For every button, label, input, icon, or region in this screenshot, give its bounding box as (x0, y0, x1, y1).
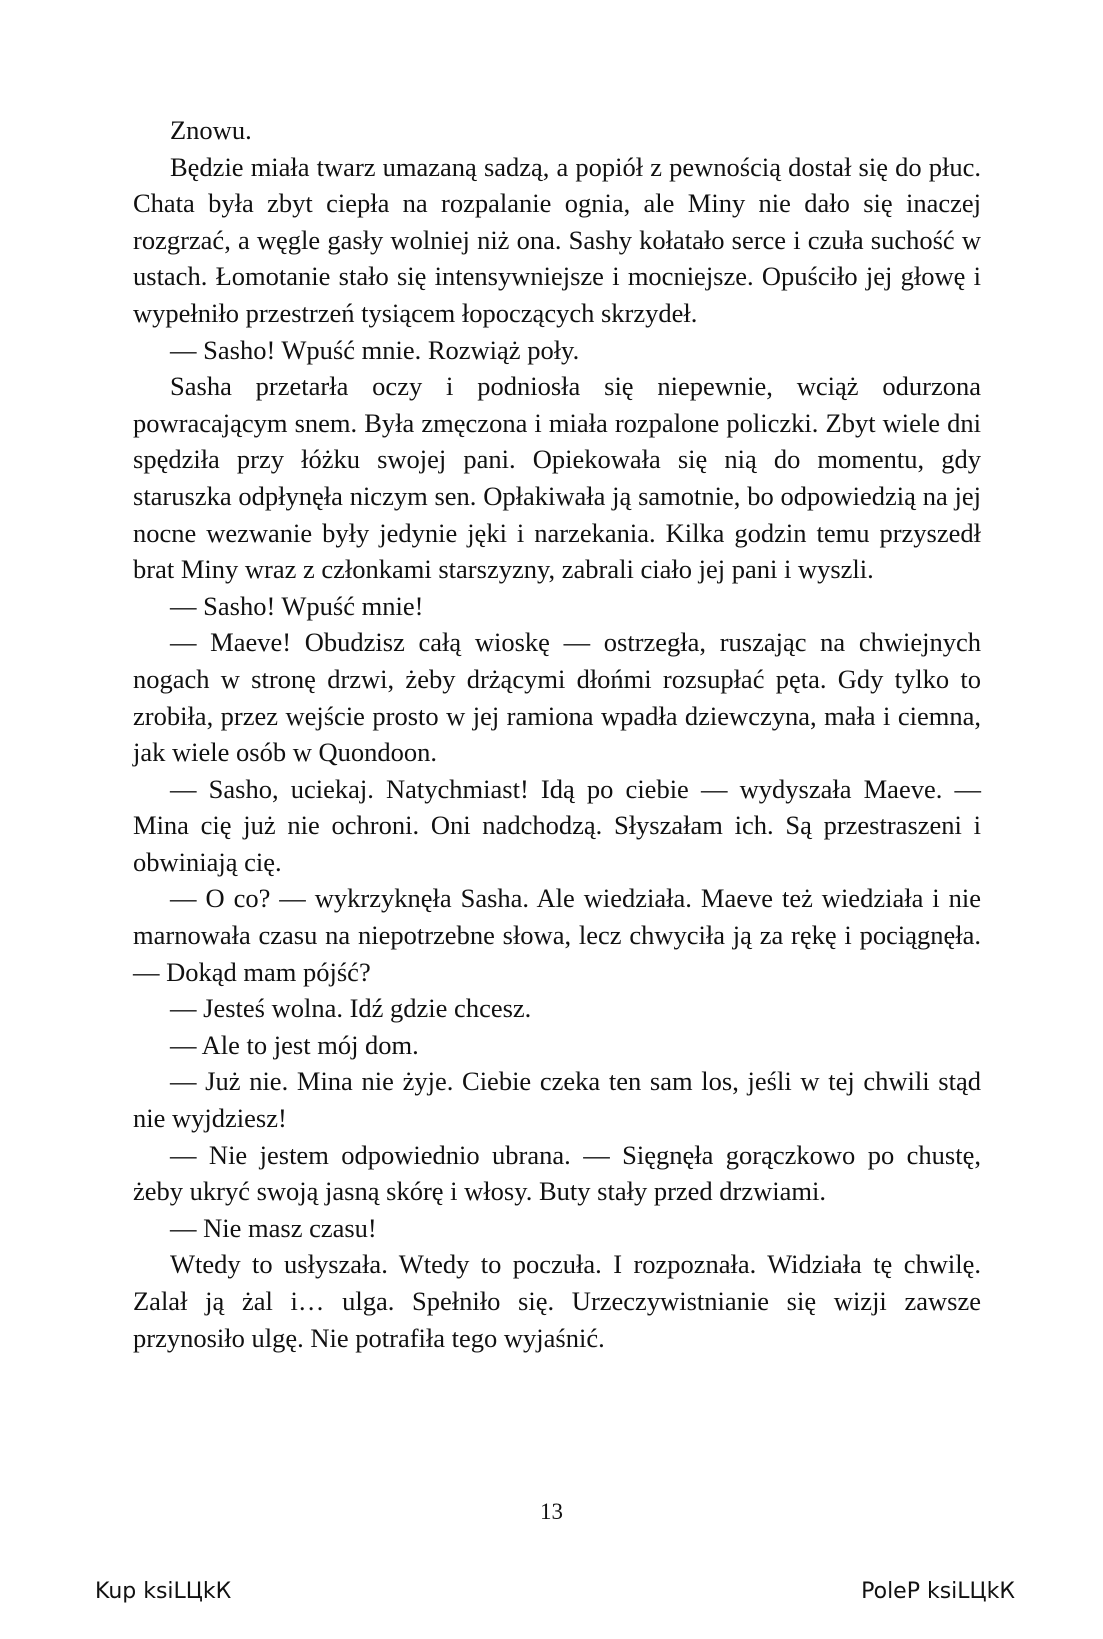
page-number: 13 (540, 1499, 563, 1524)
paragraph: Wtedy to usłyszała. Wtedy to poczuła. I rozpoznała. Widziała tę chwilę. Zalał ją żal i… ulga. Spełniło się. Urzeczywistnianie się wizji zawsze przynosiło ulgę. Nie potrafiła tego wyjaśnić. (133, 1249, 981, 1353)
paragraph: — Nie masz czasu! (170, 1212, 377, 1243)
paragraph: — Nie jestem odpowiednio ubrana. — Sięgnęła gorączkowo po chustę, żeby ukryć swoją jasną skórę i włosy. Buty stały przed drzwiami. (133, 1139, 981, 1207)
paragraph: — Już nie. Mina nie żyje. Ciebie czeka ten sam los, jeśli w tej chwili stąd nie wyjdziesz! (133, 1066, 981, 1134)
paragraph: — O co? — wykrzyknęła Sasha. Ale wiedziała. Maeve też wiedziała i nie marnowała czasu na niepotrzebne słowa, lecz chwyciła ją za rękę i pociągnęła. — Dokąd mam pójść? (133, 883, 981, 987)
paragraph: — Jesteś wolna. Idź gdzie chcesz. (170, 993, 532, 1024)
paragraph: — Sasho! Wpuść mnie. Rozwiąż poły. (170, 334, 580, 365)
paragraph: — Ale to jest mój dom. (170, 1029, 419, 1060)
recommend-book-link[interactable]: PoleP ksiLЦkК (861, 1579, 1015, 1604)
paragraph: — Sasho, uciekaj. Natychmiast! Idą po ciebie — wydyszała Maeve. — Mina cię już nie ochroni. Oni nadchodzą. Słyszałam ich. Są przestraszeni i obwiniają cię. (133, 773, 981, 877)
paragraph: — Maeve! Obudzisz całą wioskę — ostrzegła, ruszając na chwiejnych nogach w stronę drzwi, żeby drżącymi dłońmi rozsupłać pęta. Gdy tylko to zrobiła, przez wejście prosto w jej ramiona wpadła dziewczyna, mała i ciemna, jak wiele osób w Quondoon. (133, 627, 981, 768)
buy-book-link[interactable]: Kup ksiLЦkК (95, 1579, 232, 1604)
paragraph: Będzie miała twarz umazaną sadzą, a popiół z pewnością dostał się do płuc. Chata była zbyt ciepła na rozpalanie ognia, ale Miny nie dało się inaczej rozgrzać, a węgle gasły wolniej niż ona. Sashy kołatało serce i czuła suchość w ustach. Łomotanie stało się intensywniejsze i mocniejsze. Opuściło jej głowę i wypełniło przestrzeń tysiącem łopoczących skrzydeł. (133, 151, 981, 328)
paragraph: Sasha przetarła oczy i podniosła się niepewnie, wciąż odurzona powracającym snem. Była zmęczona i miała rozpalone policzki. Zbyt wiele dni spędziła przy łóżku swojej pani. Opiekowała się nią do momentu, gdy staruszka odpłynęła niczym sen. Opłakiwała ją samotnie, bo odpowiedzią na jej nocne wezwanie były jedynie jęki i narzekania. Kilka godzin temu przyszedł brat Miny wraz z członkami starszyzny, zabrali ciało jej pani i wyszli. (133, 371, 981, 585)
paragraph: Znowu. (170, 115, 252, 145)
body-text (133, 112, 981, 1356)
paragraph: — Sasho! Wpuść mnie! (170, 590, 424, 621)
